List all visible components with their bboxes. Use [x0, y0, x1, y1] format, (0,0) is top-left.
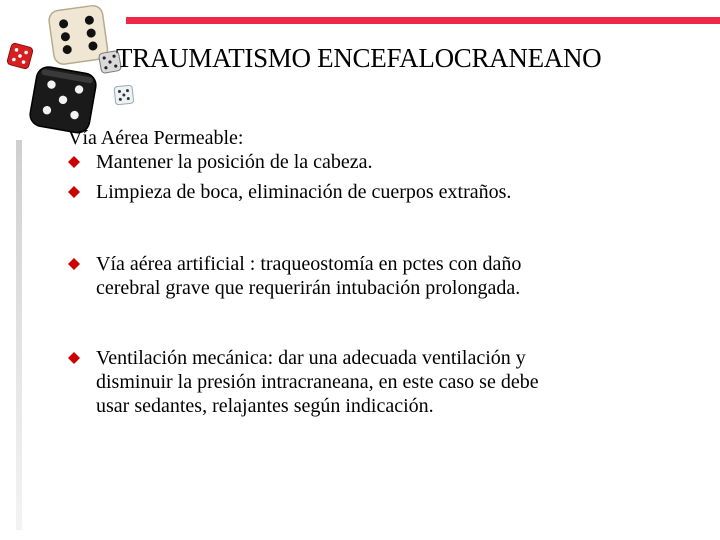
diamond-bullet-icon [68, 156, 80, 168]
bullet-item [68, 252, 708, 300]
diamond-bullet-icon [68, 258, 80, 270]
bullet-item [68, 150, 708, 174]
top-accent-rule [126, 17, 720, 24]
bullet-text-line: Ventilación mecánica: dar una adecuada ventilación y [96, 347, 526, 369]
left-accent-rule [16, 140, 22, 530]
bullet-text-line: cerebral grave que requerirán intubación prolongada. [96, 277, 521, 299]
slide-title: TRAUMATISMO ENCEFALOCRANEANO [116, 43, 602, 73]
bullet-text-line: usar sedantes, relajantes según indicación. [96, 395, 434, 417]
bullet-text-line: Vía aérea artificial : traqueostomía en pctes con daño [96, 253, 522, 275]
bullet-text: Mantener la posición de la cabeza. [96, 151, 373, 173]
diamond-bullet-icon [68, 352, 80, 364]
bullet-text: Limpieza de boca, eliminación de cuerpos extraños. [96, 181, 512, 203]
slide-body [68, 126, 708, 418]
intro-text: Vía Aérea Permeable: [68, 127, 244, 149]
diamond-bullet-icon [68, 186, 80, 198]
bullet-text-line: disminuir la presión intracraneana, en este caso se debe [96, 371, 539, 393]
bullet-item [68, 180, 708, 204]
bullet-item [68, 346, 708, 418]
